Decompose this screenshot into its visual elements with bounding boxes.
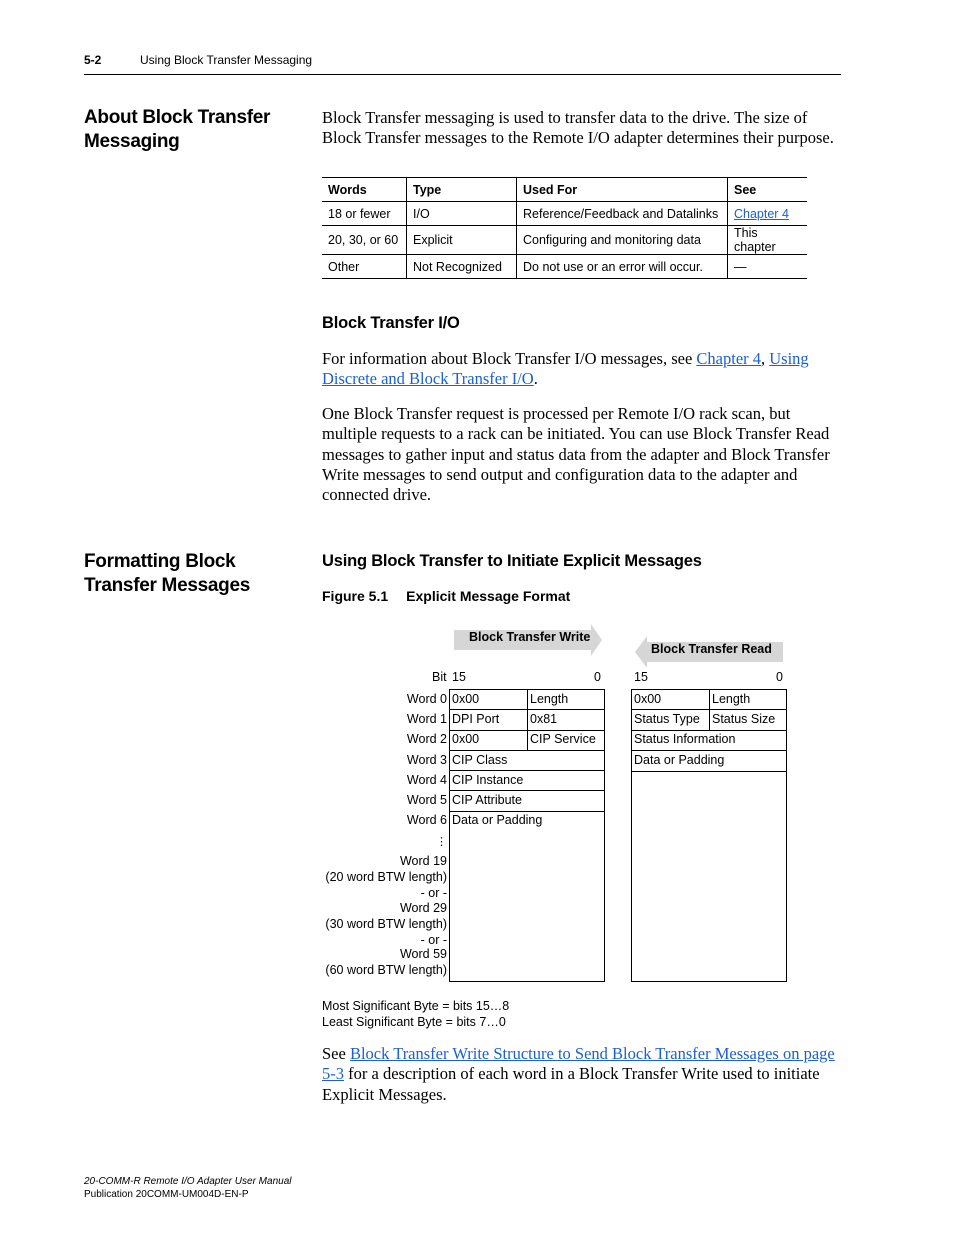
read-word3: Data or Padding	[634, 753, 725, 767]
footer-publication: Publication 20COMM-UM004D-EN-P	[84, 1189, 249, 1200]
word-label: - or -	[420, 886, 447, 900]
about-paragraph: Block Transfer messaging is used to transfer data to the drive. The size of Block Transfer messages to the Remote I/O adapter determines their purpose.	[322, 108, 834, 148]
table-row	[322, 202, 807, 226]
text-span: ,	[761, 349, 770, 368]
read-word0-high: 0x00	[634, 692, 662, 706]
table-cell: Reference/Feedback and Datalinks	[517, 202, 728, 226]
header-rule	[84, 74, 841, 75]
word-label: (60 word BTW length)	[325, 963, 447, 977]
formatting-heading: Formatting Block Transfer Messages	[84, 551, 250, 596]
msb-note: Most Significant Byte = bits 15…8	[322, 999, 510, 1013]
word-label: Word 4	[406, 773, 447, 787]
table-cell: Other	[322, 255, 407, 279]
footer-manual-title: 20-COMM-R Remote I/O Adapter User Manual	[84, 1176, 292, 1187]
read-word1-low: Status Size	[712, 712, 776, 726]
read-word1-high: Status Type	[634, 712, 700, 726]
table-cell: 20, 30, or 60	[322, 226, 407, 255]
table-header-row	[322, 178, 807, 202]
bit-label: Bit	[432, 670, 447, 684]
table-header: Used For	[517, 178, 728, 202]
table-header: Words	[322, 178, 407, 202]
block-transfer-read-label: Block Transfer Read	[651, 642, 772, 656]
write-word1-low: 0x81	[530, 712, 558, 726]
discrete-block-transfer-link[interactable]: Using Discrete and Block Transfer I/O	[322, 349, 809, 389]
write-word0-low: Length	[530, 692, 569, 706]
table-cell: Do not use or an error will occur.	[517, 255, 728, 279]
running-header: Using Block Transfer Messaging	[140, 53, 313, 67]
bt-io-heading: Block Transfer I/O	[322, 314, 460, 332]
word-label: Word 3	[406, 753, 447, 767]
table-cell: I/O	[407, 202, 517, 226]
table-cell: Explicit	[407, 226, 517, 255]
figure-number: Figure 5.1	[322, 588, 389, 604]
figure-title: Explicit Message Format	[406, 588, 571, 604]
read-word2: Status Information	[634, 732, 736, 746]
read-word0-low: Length	[712, 692, 751, 706]
write-word1-high: DPI Port	[452, 712, 500, 726]
read-bit-high: 15	[634, 670, 648, 684]
text-span: See	[322, 1044, 350, 1063]
read-bit-low: 0	[776, 670, 783, 684]
divider	[631, 771, 787, 772]
explicit-messages-subheading: Using Block Transfer to Initiate Explicit Messages	[322, 552, 702, 570]
word-label: Word 59	[399, 947, 447, 961]
page-number: 5-2	[84, 53, 102, 67]
chapter-4-link[interactable]: Chapter 4	[734, 206, 789, 221]
table-header: See	[728, 178, 808, 202]
word-label: Word 0	[406, 692, 447, 706]
word-label: Word 1	[406, 712, 447, 726]
bt-io-paragraph-1	[322, 349, 837, 390]
word-label: Word 6	[406, 813, 447, 827]
write-word5: CIP Attribute	[452, 793, 522, 807]
table-header: Type	[407, 178, 517, 202]
write-word4: CIP Instance	[452, 773, 524, 787]
word-label: Word 29	[399, 901, 447, 915]
table-row	[322, 255, 807, 279]
chapter-4-link[interactable]: Chapter 4	[696, 349, 762, 368]
write-word3: CIP Class	[452, 753, 508, 767]
table-cell: —	[728, 255, 808, 279]
text-span: For information about Block Transfer I/O messages, see	[322, 349, 697, 368]
table-cell: Configuring and monitoring data	[517, 226, 728, 255]
write-bit-high: 15	[452, 670, 466, 684]
block-transfer-table	[322, 177, 807, 279]
word-label: (20 word BTW length)	[325, 870, 447, 884]
text-span: for a description of each word in a Block Transfer Write used to initiate Explicit Messages.	[322, 1064, 820, 1104]
word-label: - or -	[420, 933, 447, 947]
word-label: Word 5	[406, 793, 447, 807]
figure-caption	[322, 588, 570, 604]
table-cell: This chapter	[728, 226, 808, 255]
table-row	[322, 226, 807, 255]
write-word2-low: CIP Service	[530, 732, 596, 746]
block-transfer-write-label: Block Transfer Write	[469, 630, 591, 644]
table-cell: Not Recognized	[407, 255, 517, 279]
table-cell: 18 or fewer	[322, 202, 407, 226]
word-label: (30 word BTW length)	[325, 917, 447, 931]
write-bit-low: 0	[594, 670, 601, 684]
text-span: .	[533, 369, 538, 389]
lsb-note: Least Significant Byte = bits 7…0	[322, 1015, 506, 1029]
ellipsis-icon: ⋮	[436, 836, 447, 848]
word-label: Word 19	[399, 854, 447, 868]
table-cell	[728, 202, 808, 226]
write-word0-high: 0x00	[452, 692, 480, 706]
word-label: Word 2	[406, 732, 447, 746]
write-word6: Data or Padding	[452, 813, 543, 827]
btw-structure-link[interactable]: Block Transfer Write Structure to Send Block Transfer Messages on page 5-3	[322, 1044, 835, 1084]
bt-io-paragraph-2: One Block Transfer request is processed per Remote I/O rack scan, but multiple requests to a rack can be initiated. You can use Block Transfer Read messages to gather input and status data from the adapter and Block Transfer Write messages to send output and configuration data to the adapter and connected drive.	[322, 404, 830, 505]
write-word2-high: 0x00	[452, 732, 480, 746]
closing-paragraph	[322, 1044, 837, 1105]
about-heading: About Block Transfer Messaging	[84, 107, 271, 152]
